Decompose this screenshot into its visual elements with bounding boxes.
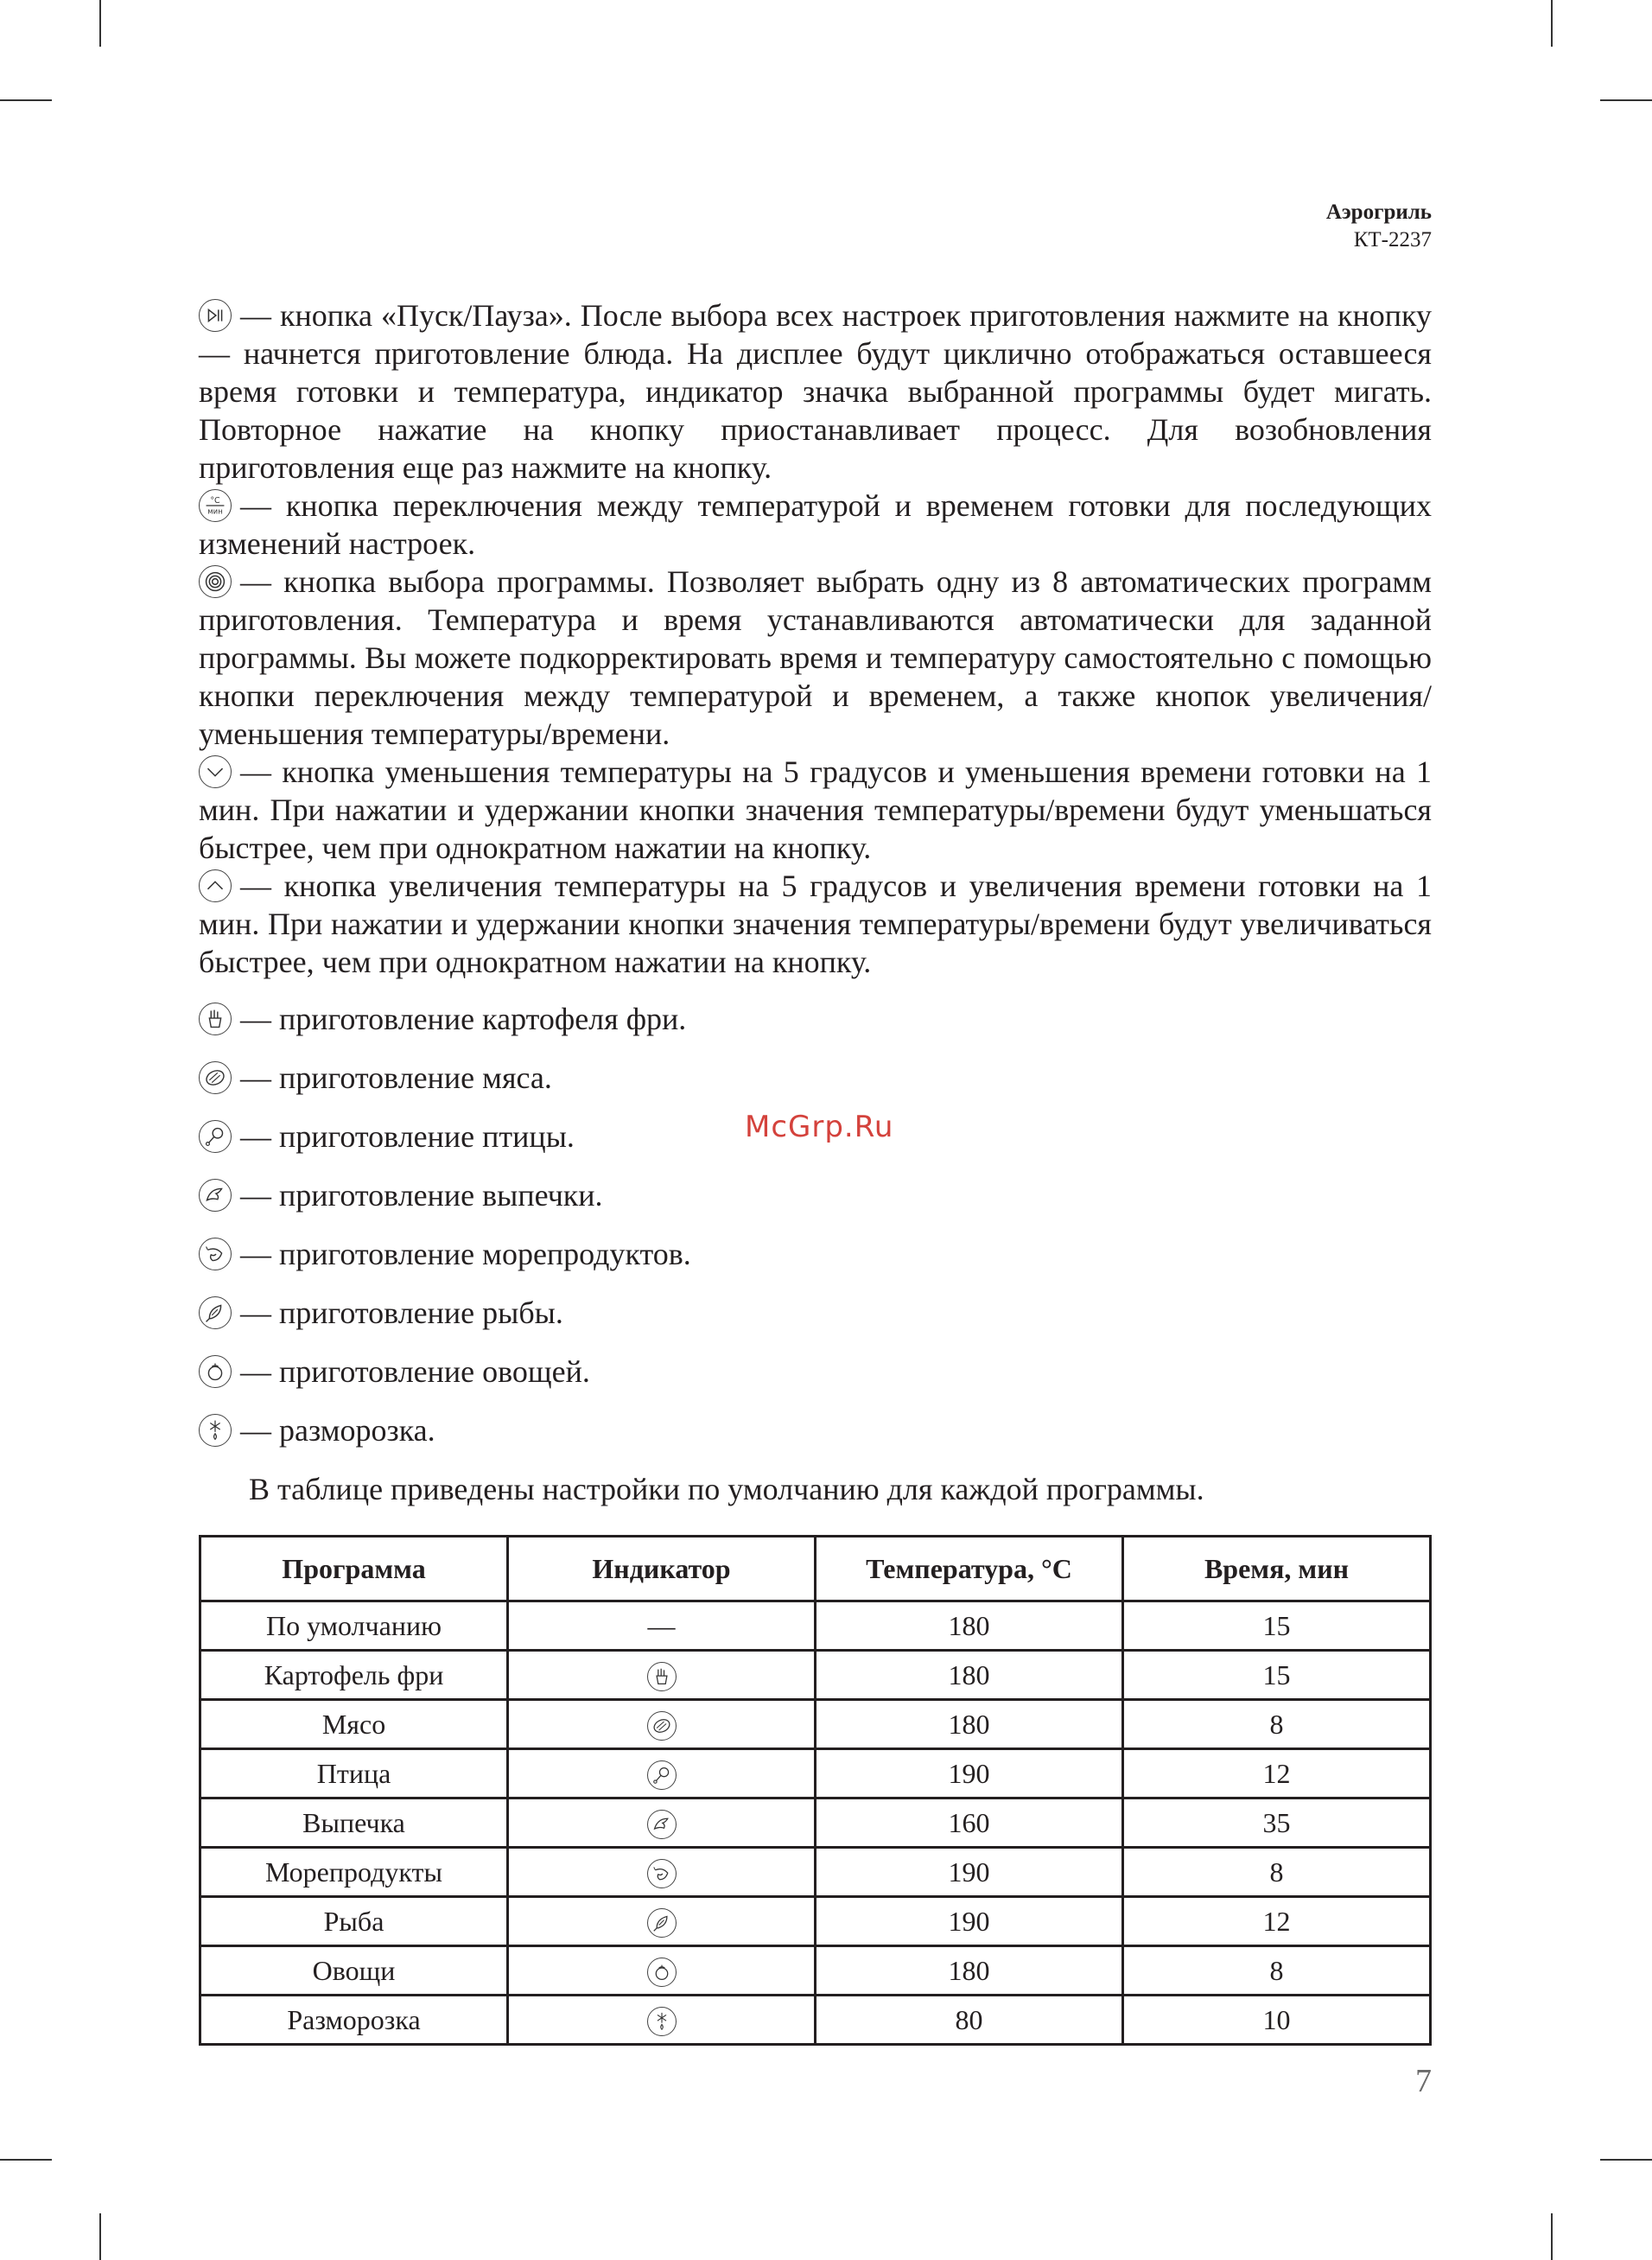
table-row xyxy=(200,1749,1431,1798)
column-header-time: Время, мин xyxy=(1123,1537,1431,1601)
program-text: — приготовление овощей. xyxy=(240,1354,590,1389)
temperature-cell: 180 xyxy=(816,1601,1123,1651)
paragraph-text: — кнопка переключения между температурой и временем готовки для последующих изменений настроек. xyxy=(199,488,1432,561)
temp-time-icon xyxy=(199,489,232,522)
indicator-cell xyxy=(508,1798,816,1848)
paragraph-text: — кнопка «Пуск/Пауза». После выбора всех настроек приготовления нажмите на кнопку — начнется приготовление блюда. На дисплее будут циклично отображаться оставшееся время готовки и температура, индикатор значка выбранной программы будет мигать. Повторное нажатие на кнопку приостанавливает процесс. Для возобновления приготовления еще раз нажмите на кнопку. xyxy=(199,298,1432,485)
table-row xyxy=(200,1848,1431,1897)
program-text: — приготовление выпечки. xyxy=(240,1178,603,1213)
header-model: КТ-2237 xyxy=(1353,228,1432,251)
program-cell: Мясо xyxy=(200,1700,508,1749)
paragraph-temp-time xyxy=(199,487,1432,563)
poultry-icon xyxy=(647,1760,677,1790)
program-cell: Выпечка xyxy=(200,1798,508,1848)
paragraph-text: — кнопка выбора программы. Позволяет выбрать одну из 8 автоматических программ приготовления. Температура и время устанавливаются автоматически для заданной программы. Вы можете подкорректировать время и температуру самостоятельно с помощью кнопки переключения между температурой и временем, а также кнопок увеличения/уменьшения температуры/времени. xyxy=(199,564,1432,751)
program-cell: По умолчанию xyxy=(200,1601,508,1651)
pastry-icon xyxy=(199,1179,232,1212)
program-text: — приготовление картофеля фри. xyxy=(240,1002,687,1036)
program-text: — разморозка. xyxy=(240,1413,435,1448)
indicator-cell xyxy=(508,1601,816,1651)
fries-icon xyxy=(647,1662,677,1691)
header-title: Аэрогриль xyxy=(1325,201,1432,224)
temperature-cell: 180 xyxy=(816,1700,1123,1749)
indicator-cell xyxy=(508,1996,816,2045)
icon-label-bottom: мин xyxy=(207,507,223,517)
program-text: — приготовление рыбы. xyxy=(240,1296,563,1330)
temperature-cell: 190 xyxy=(816,1749,1123,1798)
meat-icon xyxy=(647,1711,677,1741)
table-row xyxy=(200,1996,1431,2045)
indicator-cell xyxy=(508,1651,816,1700)
table-row xyxy=(200,1946,1431,1996)
column-header-program: Программа xyxy=(200,1537,508,1601)
play-pause-icon xyxy=(199,299,232,332)
program-text: — приготовление птицы. xyxy=(240,1119,575,1154)
watermark: McGrp.Ru xyxy=(745,1110,894,1144)
meat-icon xyxy=(199,1061,232,1094)
time-cell: 8 xyxy=(1123,1946,1431,1996)
program-item xyxy=(199,1411,1432,1470)
temperature-cell: 180 xyxy=(816,1946,1123,1996)
pastry-icon xyxy=(647,1810,677,1839)
program-text: — приготовление морепродуктов. xyxy=(240,1237,691,1271)
column-header-indicator: Индикатор xyxy=(508,1537,816,1601)
program-cell: Морепродукты xyxy=(200,1848,508,1897)
temperature-cell: 190 xyxy=(816,1897,1123,1946)
paragraph-text: — кнопка увеличения температуры на 5 градусов и увеличения времени готовки на 1 мин. При нажатии и удержании кнопки значения температуры/времени будут увеличиваться быстрее, чем при однократном нажатии на кнопку. xyxy=(199,869,1432,979)
indicator-cell xyxy=(508,1749,816,1798)
fish-icon xyxy=(647,1908,677,1938)
settings-table xyxy=(199,1535,1432,2046)
table-intro: В таблице приведены настройки по умолчанию для каждой программы. xyxy=(249,1472,1204,1506)
program-item xyxy=(199,1000,1432,1059)
program-cell: Разморозка xyxy=(200,1996,508,2045)
table-row xyxy=(200,1651,1431,1700)
seafood-icon xyxy=(199,1238,232,1270)
table-row xyxy=(200,1798,1431,1848)
time-cell: 15 xyxy=(1123,1651,1431,1700)
icon-label-top: °С xyxy=(210,496,220,506)
time-cell: 10 xyxy=(1123,1996,1431,2045)
time-cell: 8 xyxy=(1123,1700,1431,1749)
program-item xyxy=(199,1059,1432,1117)
program-select-icon xyxy=(199,565,232,598)
temperature-cell: 80 xyxy=(816,1996,1123,2045)
temperature-cell: 180 xyxy=(816,1651,1123,1700)
crop-mark xyxy=(99,0,101,47)
program-cell: Птица xyxy=(200,1749,508,1798)
page-number: 7 xyxy=(1415,2063,1432,2099)
indicator-cell xyxy=(508,1897,816,1946)
crop-mark xyxy=(1600,99,1652,101)
chevron-up-icon xyxy=(199,869,232,902)
indicator-cell xyxy=(508,1700,816,1749)
poultry-icon xyxy=(199,1120,232,1153)
fries-icon xyxy=(199,1003,232,1035)
crop-mark xyxy=(0,99,52,101)
program-text: — приготовление мяса. xyxy=(240,1060,552,1095)
program-cell: Рыба xyxy=(200,1897,508,1946)
crop-mark xyxy=(1551,2213,1553,2260)
vegetables-icon xyxy=(647,1958,677,1987)
indicator-cell xyxy=(508,1946,816,1996)
program-cell: Картофель фри xyxy=(200,1651,508,1700)
table-row xyxy=(200,1601,1431,1651)
time-cell: 12 xyxy=(1123,1897,1431,1946)
indicator-text: — xyxy=(647,1609,676,1641)
crop-mark xyxy=(1551,0,1553,47)
program-cell: Овощи xyxy=(200,1946,508,1996)
temperature-cell: 160 xyxy=(816,1798,1123,1848)
program-item xyxy=(199,1176,1432,1235)
page-content xyxy=(199,296,1432,1508)
program-item xyxy=(199,1235,1432,1294)
table-row xyxy=(200,1700,1431,1749)
crop-mark xyxy=(1600,2159,1652,2161)
defrost-icon xyxy=(647,2007,677,2036)
paragraph-increase xyxy=(199,867,1432,981)
table-row xyxy=(200,1897,1431,1946)
program-item xyxy=(199,1294,1432,1353)
defrost-icon xyxy=(199,1414,232,1447)
program-list xyxy=(199,1000,1432,1470)
temperature-cell: 190 xyxy=(816,1848,1123,1897)
crop-mark xyxy=(0,2159,52,2161)
page-header xyxy=(1326,199,1432,254)
paragraph-text: — кнопка уменьшения температуры на 5 градусов и уменьшения времени готовки на 1 мин. При нажатии и удержании кнопки значения температуры/времени будут уменьшаться быстрее, чем при однократном нажатии на кнопку. xyxy=(199,754,1432,865)
crop-mark xyxy=(99,2213,101,2260)
fish-icon xyxy=(199,1296,232,1329)
chevron-down-icon xyxy=(199,755,232,788)
paragraph-play-pause xyxy=(199,296,1432,487)
seafood-icon xyxy=(647,1859,677,1888)
time-cell: 8 xyxy=(1123,1848,1431,1897)
column-header-temperature: Температура, °С xyxy=(816,1537,1123,1601)
program-item xyxy=(199,1353,1432,1411)
table-header-row xyxy=(200,1537,1431,1601)
paragraph-program-select xyxy=(199,563,1432,753)
time-cell: 15 xyxy=(1123,1601,1431,1651)
time-cell: 12 xyxy=(1123,1749,1431,1798)
vegetables-icon xyxy=(199,1355,232,1388)
paragraph-decrease xyxy=(199,753,1432,867)
time-cell: 35 xyxy=(1123,1798,1431,1848)
indicator-cell xyxy=(508,1848,816,1897)
